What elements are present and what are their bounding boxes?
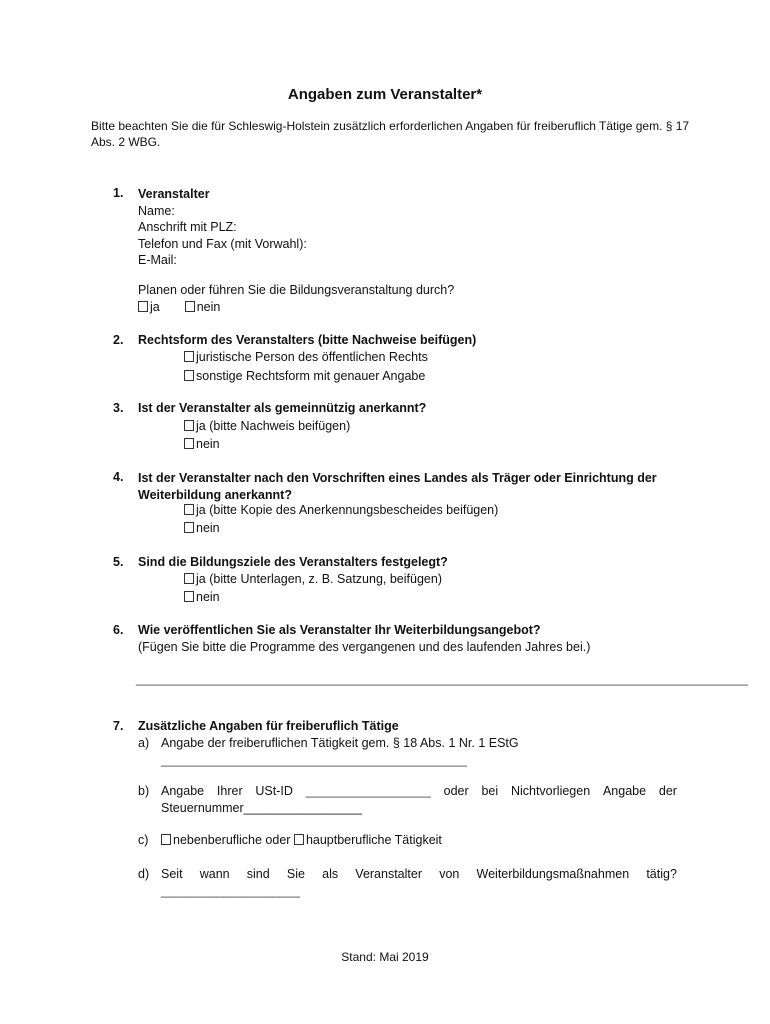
- sonstige-checkbox[interactable]: [184, 370, 194, 381]
- gemeinnuetzig-yes-checkbox[interactable]: [184, 420, 194, 431]
- plan-yes-label: ja: [150, 300, 160, 314]
- section-4-heading-line1: Ist der Veranstalter nach den Vorschriften eines Landes als Träger oder Einrichtung der: [138, 471, 657, 485]
- item-d-word: Veranstalter: [355, 867, 423, 881]
- plan-question: Planen oder führen Sie die Bildungsveranstaltung durch?: [138, 283, 455, 297]
- gemeinnuetzig-no-checkbox[interactable]: [184, 438, 194, 449]
- ziele-no: [184, 590, 220, 604]
- item-b-word: USt-ID: [255, 784, 293, 798]
- item-d-word: Seit: [161, 867, 183, 881]
- section-4-heading-line2: Weiterbildung anerkannt?: [138, 487, 292, 502]
- plan-no-checkbox[interactable]: [185, 301, 195, 312]
- ust-id-blank[interactable]: __________________: [305, 784, 431, 798]
- ziele-yes-label: ja (bitte Unterlagen, z. B. Satzung, beifügen): [196, 572, 442, 586]
- footer-date: Stand: Mai 2019: [341, 950, 429, 964]
- item-d-word: von: [439, 867, 460, 881]
- hauptberuflich-label: hauptberufliche Tätigkeit: [305, 833, 442, 847]
- item-d-word: sind: [246, 867, 270, 881]
- anerkannt-yes: [184, 503, 498, 517]
- item-d-word: tätig?: [646, 867, 677, 881]
- item-d-word: als: [322, 867, 339, 881]
- section-4-number: 4.: [113, 470, 124, 484]
- section-6-blank-line[interactable]: ________________________________________________________________________________________: [136, 672, 748, 686]
- gemeinnuetzig-yes-label: ja (bitte Nachweis beifügen): [196, 419, 351, 433]
- ziele-no-label: nein: [196, 590, 220, 604]
- section-2-number: 2.: [113, 333, 124, 347]
- section-6-heading: Wie veröffentlichen Sie als Veranstalter Ihr Weiterbildungsangebot?: [138, 623, 541, 637]
- section-7-number: 7.: [113, 719, 124, 733]
- anerkannt-no-checkbox[interactable]: [184, 522, 194, 533]
- section-4-heading: [138, 470, 657, 503]
- section-2-heading: Rechtsform des Veranstalters (bitte Nachweise beifügen): [138, 333, 477, 347]
- section-5-number: 5.: [113, 555, 124, 569]
- sonstige-label: sonstige Rechtsform mit genauer Angabe: [196, 369, 426, 383]
- item-c-label: c): [138, 833, 149, 847]
- nebenberuflich-checkbox[interactable]: [161, 834, 171, 845]
- name-label: Name:: [138, 203, 175, 218]
- section-1-number: 1.: [113, 186, 124, 200]
- plan-no-label: nein: [196, 300, 221, 314]
- plan-yes-checkbox[interactable]: [138, 301, 148, 312]
- phone-label: Telefon und Fax (mit Vorwahl):: [138, 236, 307, 251]
- steuernummer-field[interactable]: Steuernummer_________________: [161, 801, 362, 815]
- item-d-word: Weiterbildungsmaßnahmen: [476, 867, 630, 881]
- gemeinnuetzig-yes: [184, 419, 350, 433]
- nebenberuflich-label: nebenberufliche oder: [173, 833, 294, 847]
- hauptberuflich-checkbox[interactable]: [294, 834, 304, 845]
- ziele-yes-checkbox[interactable]: [184, 573, 194, 584]
- plan-options: [138, 300, 220, 314]
- intro-text: Bitte beachten Sie die für Schleswig-Holstein zusätzlich erforderlichen Angaben für freiberuflich Tätige gem. § 17 Abs. 2 WBG.: [91, 119, 690, 149]
- rechtsform-opt2: [184, 369, 425, 383]
- email-label: E-Mail:: [138, 253, 177, 267]
- anerkannt-no-label: nein: [196, 521, 220, 535]
- anerkannt-no: [184, 521, 220, 535]
- item-b-word: bei: [481, 784, 499, 798]
- rechtsform-opt1: [184, 350, 428, 364]
- item-a-text: Angabe der freiberuflichen Tätigkeit gem. § 18 Abs. 1 Nr. 1 EStG: [161, 736, 519, 750]
- item-b-word: Angabe: [161, 784, 205, 798]
- item-b-word: Ihrer: [216, 784, 243, 798]
- anerkannt-yes-label: ja (bitte Kopie des Anerkennungsbescheides beifügen): [196, 503, 499, 517]
- anerkannt-yes-checkbox[interactable]: [184, 504, 194, 515]
- gemeinnuetzig-no: [184, 437, 220, 451]
- section-3-number: 3.: [113, 401, 124, 415]
- item-a-blank[interactable]: ____________________________________________: [161, 753, 467, 767]
- item-b-line1: [161, 784, 677, 798]
- item-b-word: der: [658, 784, 677, 798]
- address-label: Anschrift mit PLZ:: [138, 220, 237, 234]
- item-b-word: Angabe: [602, 784, 647, 798]
- section-1-heading: Veranstalter: [138, 187, 210, 201]
- item-d-line1: [161, 867, 677, 881]
- item-d-word: Sie: [286, 867, 305, 881]
- item-b-word: Nichtvorliegen: [510, 784, 591, 798]
- item-d-word: wann: [199, 867, 230, 881]
- section-1: [138, 186, 307, 269]
- juristische-label: juristische Person des öffentlichen Rechts: [196, 350, 428, 364]
- item-d-label: d): [138, 867, 150, 881]
- ziele-no-checkbox[interactable]: [184, 591, 194, 602]
- juristische-checkbox[interactable]: [184, 351, 194, 362]
- gemeinnuetzig-no-label: nein: [196, 437, 220, 451]
- section-5-heading: Sind die Bildungsziele des Veranstalters festgelegt?: [138, 555, 448, 569]
- item-b-label: b): [138, 784, 150, 798]
- item-c-options: [161, 833, 442, 847]
- page-title: Angaben zum Veranstalter*: [287, 86, 483, 103]
- item-b-word: oder: [443, 784, 469, 798]
- item-a-label: a): [138, 736, 150, 750]
- ziele-yes: [184, 572, 442, 586]
- section-7-heading: Zusätzliche Angaben für freiberuflich Tätige: [138, 719, 399, 733]
- section-6-number: 6.: [113, 623, 124, 637]
- section-6-subtext: (Fügen Sie bitte die Programme des vergangenen und des laufenden Jahres bei.): [138, 640, 591, 654]
- section-3-heading: Ist der Veranstalter als gemeinnützig anerkannt?: [138, 401, 427, 415]
- item-d-blank[interactable]: ____________________: [161, 884, 301, 898]
